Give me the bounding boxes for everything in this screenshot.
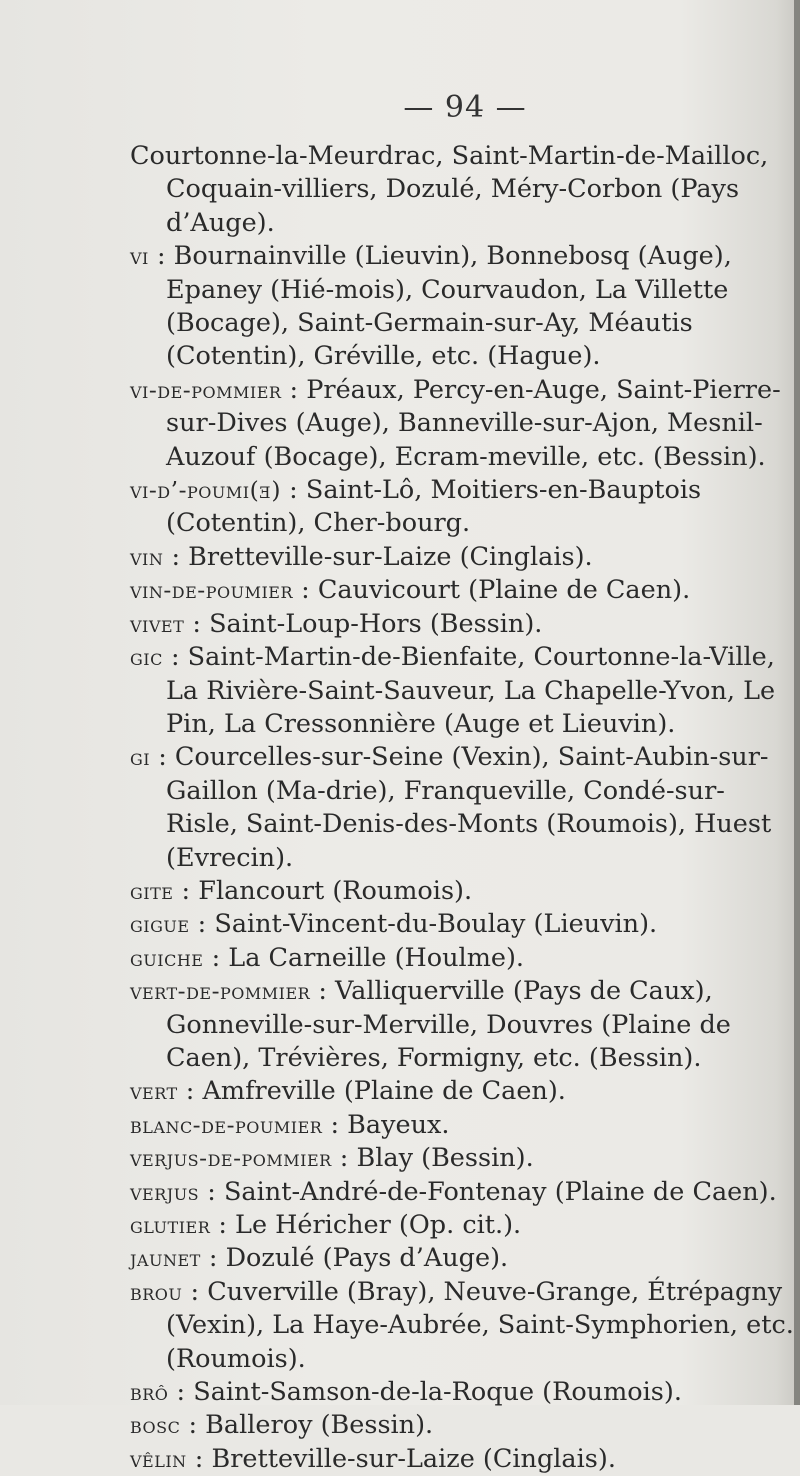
entry-term: verjus-de-pommier	[130, 1144, 332, 1173]
page-number: — 94 —	[403, 90, 527, 125]
entry-text: : Blay (Bessin).	[331, 1143, 534, 1174]
entry-text: : Le Héricher (Op. cit.).	[210, 1210, 522, 1240]
entry	[130, 1276, 795, 1376]
entry-text: : Bretteville-sur-Laize (Cinglais).	[186, 1443, 616, 1474]
entry-term: verjus	[130, 1177, 200, 1206]
entry	[130, 1409, 795, 1442]
entry-text: : Dozulé (Pays d’Auge).	[200, 1243, 509, 1274]
dictionary-entries	[130, 140, 795, 1476]
entry-term: glutier	[130, 1211, 211, 1239]
entry-term: blanc-de-poumier	[130, 1110, 323, 1139]
entry-text: : Cuverville (Bray), Neuve-Grange, Étrépagny (Vexin), La Haye-Aubrée, Saint-Symphorien, etc. (Roumois).	[166, 1276, 794, 1374]
entry	[130, 240, 795, 374]
entry-text: : Balleroy (Bessin).	[180, 1410, 434, 1441]
entry	[130, 942, 795, 975]
entry	[130, 975, 795, 1075]
entry	[130, 741, 795, 875]
entry-term: brô	[130, 1378, 169, 1407]
entry	[130, 1176, 795, 1209]
entry-text: : Bayeux.	[322, 1109, 450, 1140]
entry-text: : Courcelles-sur-Seine (Vexin), Saint-Aubin-sur-Gaillon (Ma-drie), Franqueville, Condé-sur-Risle, Saint-Denis-des-Monts (Roumois), Huest (Evrecin).	[150, 742, 772, 873]
entry-term: vin	[130, 542, 164, 571]
entry-text: : La Carneille (Houlme).	[203, 942, 525, 973]
entry	[130, 474, 795, 541]
continuation-paragraph: Courtonne-la-Meurdrac, Saint-Martin-de-Mailloc, Coquain-villiers, Dozulé, Méry-Corbon (Pays d’Auge).	[130, 141, 769, 238]
entry	[130, 875, 795, 908]
entry-term: vert	[130, 1077, 178, 1106]
entry-term: brou	[130, 1277, 183, 1306]
entry-term: bosc	[130, 1411, 181, 1440]
entry-term: vêlin	[130, 1444, 187, 1473]
entry-text: : Bournainville (Lieuvin), Bonnebosq (Auge), Epaney (Hié-mois), Courvaudon, La Villette (Bocage), Saint-Germain-sur-Ay, Méautis (Cotentin), Gréville, etc. (Hague).	[148, 241, 732, 372]
entry-term: jaunet	[130, 1244, 201, 1273]
entry-term: vivet	[130, 609, 185, 638]
entry	[130, 608, 795, 641]
entry-text: : Préaux, Percy-en-Auge, Saint-Pierre-sur-Dives (Auge), Banneville-sur-Ajon, Mesnil-Auzouf (Bocage), Ecram-meville, etc. (Bessin).	[166, 374, 781, 472]
entry-term: gite	[130, 876, 174, 905]
entry	[130, 374, 795, 474]
entry	[130, 1075, 795, 1108]
entry-text: : Saint-Samson-de-la-Roque (Roumois).	[168, 1377, 682, 1408]
entry-text: : Amfreville (Plaine de Caen).	[177, 1076, 566, 1107]
entry-term: gi	[130, 743, 151, 772]
entry	[130, 1209, 795, 1242]
entry	[130, 1443, 795, 1476]
entry-text: : Bretteville-sur-Laize (Cinglais).	[163, 541, 593, 572]
entry-text: : Flancourt (Roumois).	[173, 875, 473, 906]
entry-text: : Saint-Martin-de-Bienfaite, Courtonne-la-Ville, La Rivière-Saint-Sauveur, La Chapelle-Yvon, Le Pin, La Cressonnière (Auge et Lieuvin).	[162, 642, 776, 739]
entry-term: guiche	[130, 943, 204, 972]
entry-term: gic	[130, 643, 163, 672]
entry-text: : Saint-Vincent-du-Boulay (Lieuvin).	[189, 909, 658, 940]
entry-term: gigue	[130, 910, 190, 939]
entry	[130, 1242, 795, 1275]
entry-text: : Valliquerville (Pays de Caux), Gonneville-sur-Merville, Douvres (Plaine de Caen), Trévières, Formigny, etc. (Bessin).	[166, 976, 731, 1073]
entry	[130, 1109, 795, 1142]
entry-term: vin-de-poumier	[130, 576, 294, 605]
entry	[130, 1376, 795, 1409]
entry-text: : Saint-André-de-Fontenay (Plaine de Caen).	[199, 1176, 777, 1207]
entry-term: vi	[130, 242, 149, 271]
entry	[130, 574, 795, 607]
entry-term: vi-de-pommier	[130, 375, 282, 404]
entry-text: : Saint-Lô, Moitiers-en-Bauptois (Cotentin), Cher-bourg.	[166, 475, 702, 539]
entry	[130, 541, 795, 574]
entry-term: vert-de-pommier	[130, 977, 311, 1006]
entry	[130, 641, 795, 741]
entry	[130, 1142, 795, 1175]
entry	[130, 908, 795, 941]
entry-term: vi-d’-poumi(ǝ)	[130, 476, 282, 505]
entry-text: : Saint-Loup-Hors (Bessin).	[184, 608, 543, 639]
entry-text: : Cauvicourt (Plaine de Caen).	[293, 575, 691, 606]
